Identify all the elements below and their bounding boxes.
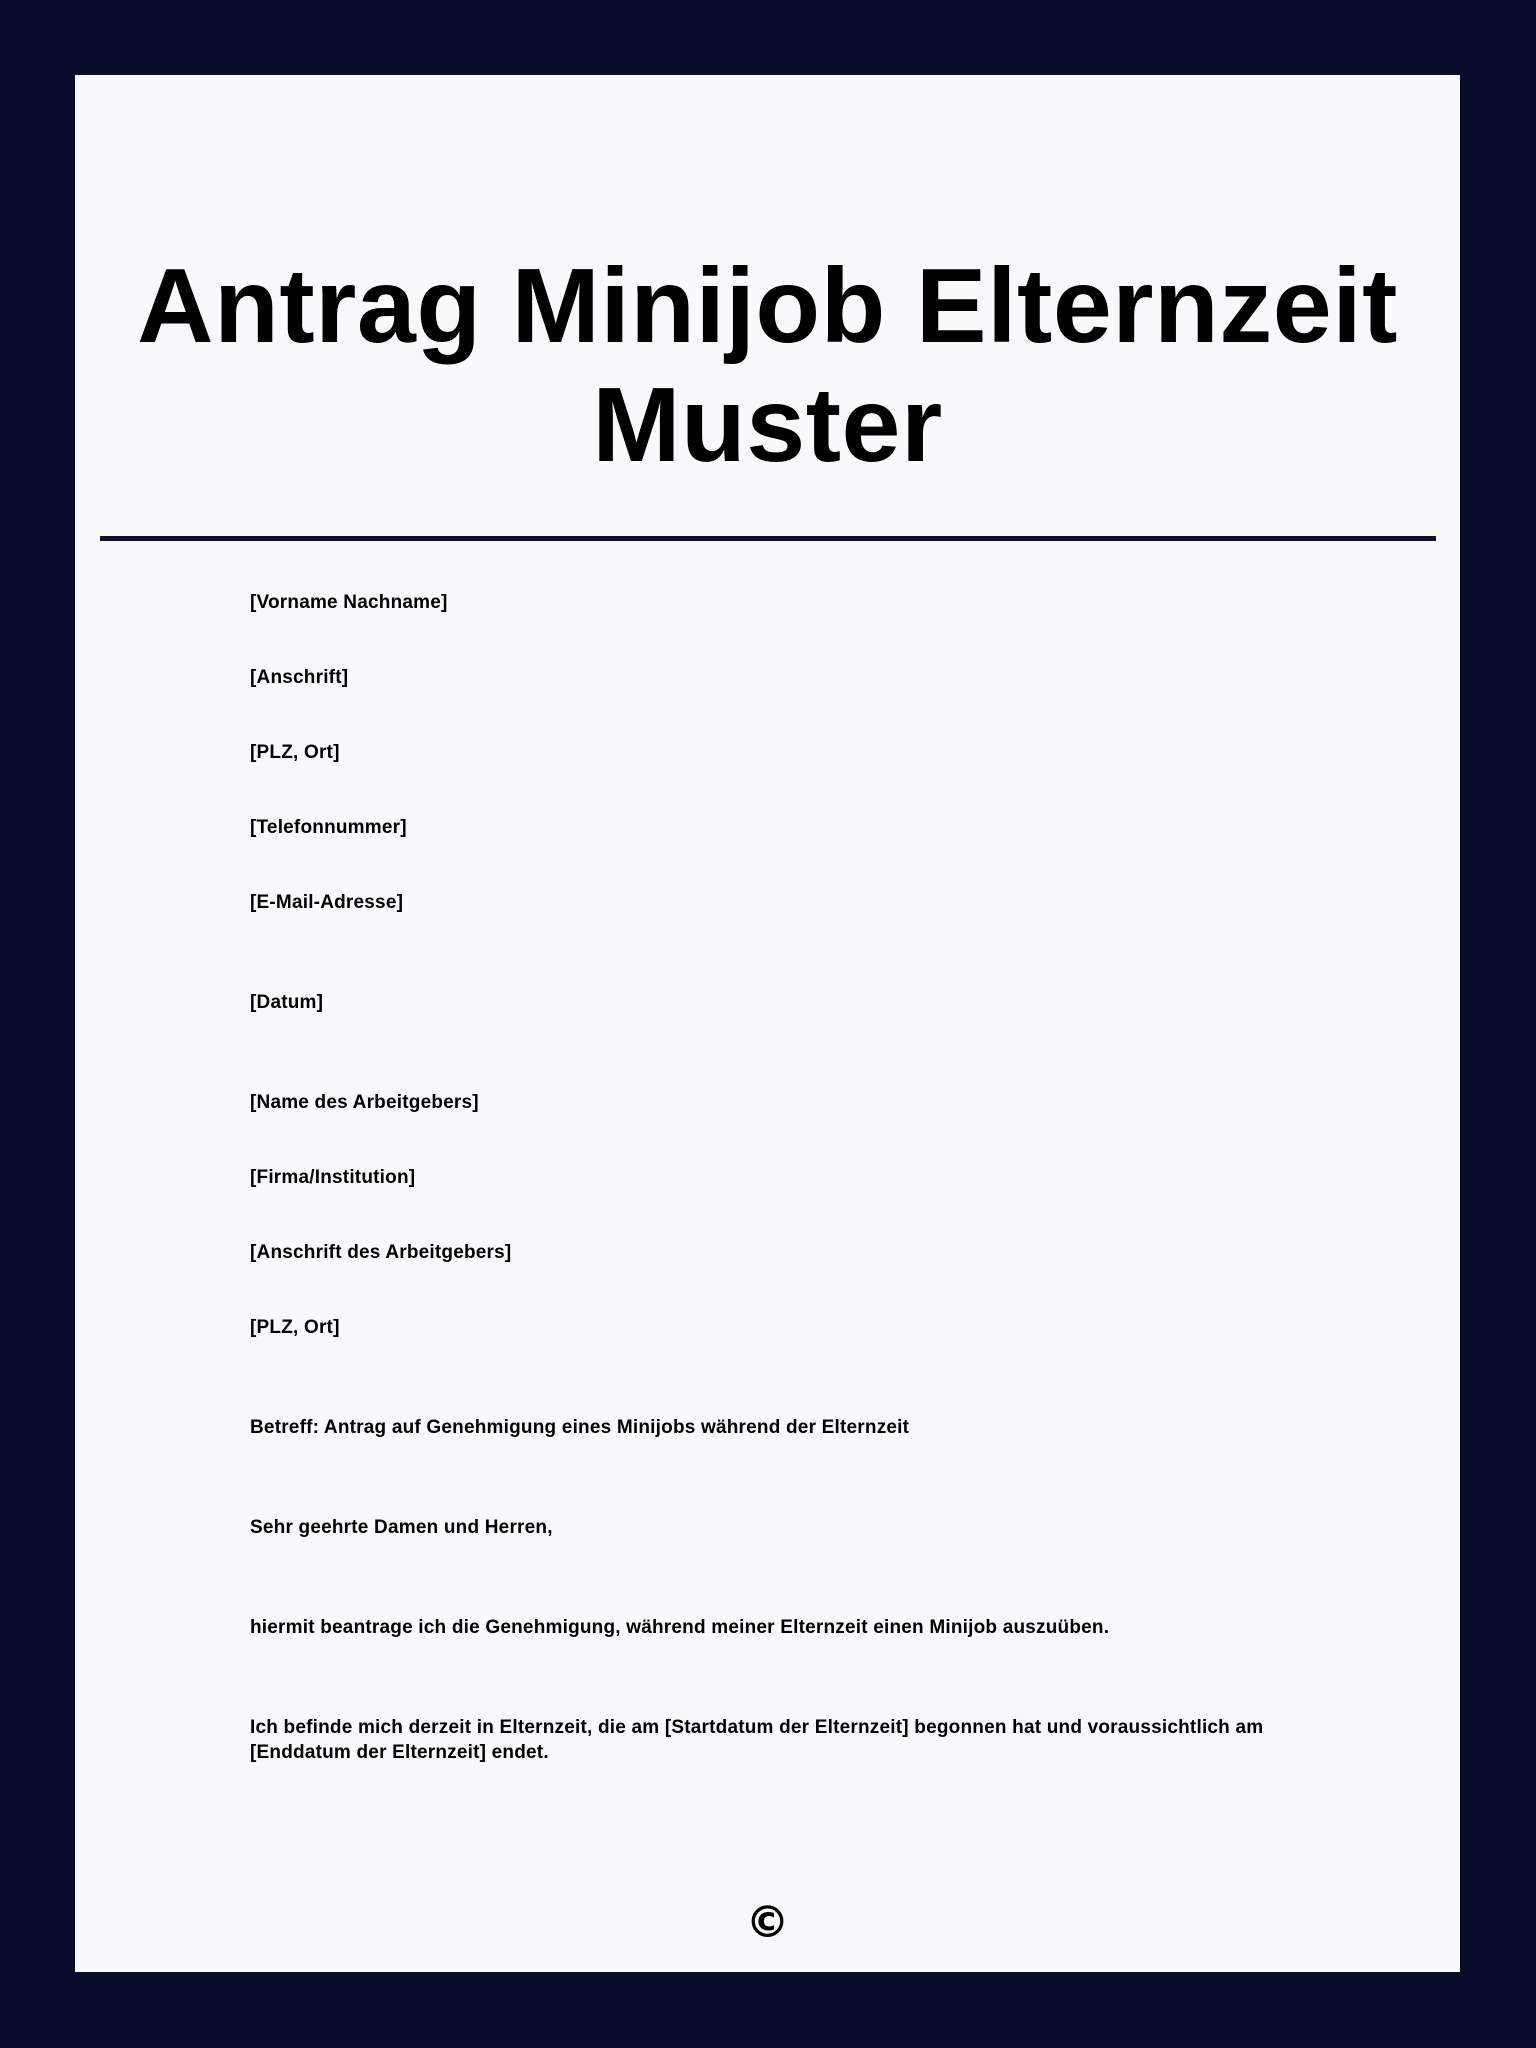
sender-phone: [Telefonnummer] — [250, 817, 407, 838]
sender-name: [Vorname Nachname] — [250, 592, 448, 613]
recipient-address: [Anschrift des Arbeitgebers] — [250, 1242, 512, 1263]
document-title — [75, 247, 1460, 485]
recipient-zip-city: [PLZ, Ort] — [250, 1317, 340, 1338]
title-divider — [100, 536, 1436, 541]
sender-address: [Anschrift] — [250, 667, 349, 688]
document-title-line-1: Antrag Minijob Elternzeit — [137, 247, 1398, 365]
letter-paragraph-1: hiermit beantrage ich die Genehmigung, während meiner Elternzeit einen Minijob auszuüben. — [250, 1617, 1110, 1638]
letter-date: [Datum] — [250, 992, 324, 1013]
document-page — [75, 75, 1460, 1972]
document-title-line-2: Muster — [592, 366, 943, 484]
letter-salutation: Sehr geehrte Damen und Herren, — [250, 1517, 553, 1538]
sender-email: [E-Mail-Adresse] — [250, 892, 404, 913]
copyright-icon: © — [745, 1897, 790, 1948]
sender-zip-city: [PLZ, Ort] — [250, 742, 340, 763]
recipient-company: [Firma/Institution] — [250, 1167, 416, 1188]
letter-subject: Betreff: Antrag auf Genehmigung eines Minijobs während der Elternzeit — [250, 1417, 910, 1438]
letter-paragraph-2: Ich befinde mich derzeit in Elternzeit, die am [Startdatum der Elternzeit] begonnen hat und voraussichtlich am [Enddatum der Elternzeit] endet. — [250, 1717, 1264, 1763]
recipient-name: [Name des Arbeitgebers] — [250, 1092, 479, 1113]
